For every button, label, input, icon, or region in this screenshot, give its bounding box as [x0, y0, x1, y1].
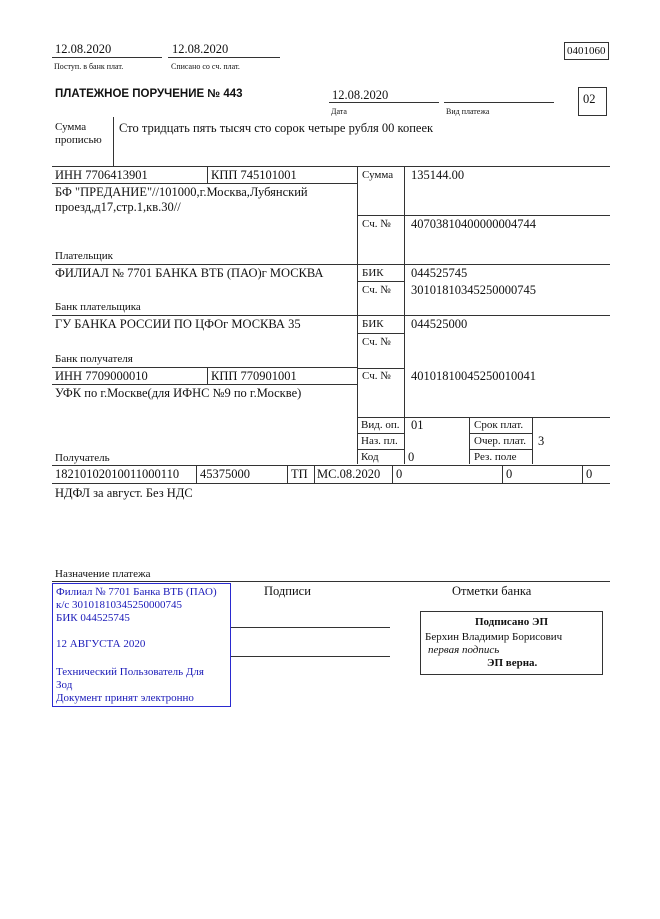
received-date-label: Поступ. в банк плат.	[54, 62, 124, 71]
e-signature-title: Подписано ЭП	[474, 616, 549, 628]
recipient-account-value: 40101810045250010041	[411, 369, 536, 383]
stamp-accepted: Документ принят электронно	[56, 692, 194, 704]
grid-line	[52, 483, 610, 484]
received-date: 12.08.2020	[55, 42, 112, 56]
signature-line-1	[230, 627, 390, 628]
bank-marks-label: Отметки банка	[452, 584, 532, 598]
tax-oktmo: 45375000	[200, 467, 250, 481]
vid-op-label: Вид. оп.	[361, 419, 400, 431]
grid-line	[207, 166, 208, 183]
e-signature-role: первая подпись	[428, 644, 500, 656]
recipient-bank-account-label: Сч. №	[362, 336, 391, 348]
vid-op-value: 01	[411, 418, 424, 432]
tax-doc-number: 0	[396, 467, 403, 481]
kod-label: Код	[361, 451, 379, 463]
grid-line	[532, 417, 533, 464]
form-code-box	[564, 42, 609, 60]
stamp-corr-account: к/с 30101810345250000745	[56, 599, 183, 611]
e-signature-signer: Берхин Владимир Борисович	[425, 631, 563, 643]
recipient-name: УФК по г.Москве(для ИФНС №9 по г.Москве)	[55, 386, 302, 400]
payer-account-value: 40703810400000004744	[411, 217, 536, 231]
stamp-bank-name: Филиал № 7701 Банка ВТБ (ПАО)	[56, 586, 217, 598]
amount-words-value: Сто тридцать пять тысяч сто сорок четыре рубля 00 копеек	[119, 121, 434, 135]
ocher-label: Очер. плат.	[474, 435, 527, 447]
grid-line	[52, 315, 610, 316]
recipient-bank-bik-value: 044525000	[411, 317, 468, 331]
payer-inn: ИНН 7706413901	[55, 168, 148, 182]
payer-bank-label: Банк плательщика	[55, 301, 141, 313]
grid-line	[52, 367, 357, 368]
payer-label: Плательщик	[55, 250, 113, 262]
tax-field-110: 0	[586, 467, 593, 481]
grid-line	[287, 465, 288, 483]
grid-line	[357, 449, 404, 450]
recipient-inn: ИНН 7709000010	[55, 369, 148, 383]
grid-line	[52, 264, 610, 265]
e-signature-box	[420, 611, 603, 675]
stamp-user-2: Зод	[56, 679, 73, 691]
amount-words-divider	[113, 117, 114, 166]
ocher-value: 3	[538, 434, 545, 448]
grid-line	[582, 465, 583, 483]
status-code-box	[578, 87, 607, 116]
tax-doc-date: 0	[506, 467, 513, 481]
recipient-kpp: КПП 770901001	[211, 369, 297, 383]
recipient-label: Получатель	[55, 452, 110, 464]
order-date: 12.08.2020	[332, 88, 389, 102]
srok-label: Срок плат.	[474, 419, 524, 431]
grid-line	[207, 367, 208, 384]
stamp-bik: БИК 044525745	[56, 612, 130, 624]
payer-name-1: БФ "ПРЕДАНИЕ"//101000,г.Москва,Лубянский	[55, 185, 308, 199]
tax-basis: ТП	[291, 467, 308, 481]
grid-line	[469, 449, 532, 450]
payment-type-label: Вид платежа	[446, 107, 490, 116]
grid-line	[357, 417, 610, 418]
kod-value: 0	[408, 450, 415, 464]
stamp-user-1: Технический Пользователь Для	[56, 666, 204, 678]
grid-line	[357, 281, 404, 282]
purpose-line	[52, 581, 610, 582]
signature-line-2	[230, 656, 390, 657]
e-signature-status: ЭП верна.	[487, 657, 538, 669]
grid-line	[502, 465, 503, 483]
grid-line	[52, 465, 610, 466]
tax-kbk: 18210102010011000110	[55, 467, 180, 481]
grid-line	[52, 384, 357, 385]
grid-line	[52, 183, 357, 184]
debited-date-label: Списано со сч. плат.	[171, 62, 240, 71]
sum-label: Сумма	[362, 169, 394, 181]
debited-date: 12.08.2020	[172, 42, 229, 56]
purpose-label: Назначение платежа	[55, 568, 151, 580]
grid-line	[314, 465, 315, 483]
grid-line	[357, 333, 404, 334]
payer-bank-bik-value: 044525745	[411, 266, 468, 280]
amount-words-label-1: Сумма	[55, 121, 87, 133]
grid-line	[357, 433, 404, 434]
order-date-label: Дата	[331, 107, 347, 116]
rez-label: Рез. поле	[474, 451, 517, 463]
recipient-bank-bik-label: БИК	[362, 318, 384, 330]
recipient-account-label: Сч. №	[362, 370, 391, 382]
purpose-text: НДФЛ за август. Без НДС	[55, 486, 193, 500]
payer-name-2: проезд,д17,стр.1,кв.30//	[55, 200, 181, 214]
naz-pl-label: Наз. пл.	[361, 435, 398, 447]
grid-line	[392, 465, 393, 483]
recipient-bank-name: ГУ БАНКА РОССИИ ПО ЦФОг МОСКВА 35	[55, 317, 301, 331]
tax-period: МС.08.2020	[317, 467, 381, 481]
sum-value: 135144.00	[411, 168, 465, 182]
payer-bank-account-label: Сч. №	[362, 284, 391, 296]
payer-bank-name: ФИЛИАЛ № 7701 БАНКА ВТБ (ПАО)г МОСКВА	[55, 266, 324, 280]
grid-line	[357, 215, 610, 216]
payer-kpp: КПП 745101001	[211, 168, 297, 182]
page-title: ПЛАТЕЖНОЕ ПОРУЧЕНИЕ № 443	[55, 88, 243, 100]
grid-line	[52, 166, 610, 167]
debited-date-line	[168, 57, 280, 58]
bank-stamp	[52, 583, 231, 707]
signatures-label: Подписи	[264, 584, 311, 598]
received-date-line	[52, 57, 162, 58]
grid-line	[469, 417, 470, 464]
payment-type-line	[444, 102, 554, 103]
order-date-line	[329, 102, 439, 103]
stamp-date: 12 АВГУСТА 2020	[56, 638, 146, 650]
payer-bank-account-value: 30101810345250000745	[411, 283, 536, 297]
grid-line	[469, 433, 532, 434]
recipient-bank-label: Банк получателя	[55, 353, 133, 365]
form-code: 0401060	[567, 45, 606, 57]
grid-line	[196, 465, 197, 483]
amount-words-label-2: прописью	[55, 134, 102, 146]
payer-account-label: Сч. №	[362, 218, 391, 230]
grid-line	[357, 368, 404, 369]
payer-bank-bik-label: БИК	[362, 267, 384, 279]
status-code: 02	[583, 92, 596, 106]
